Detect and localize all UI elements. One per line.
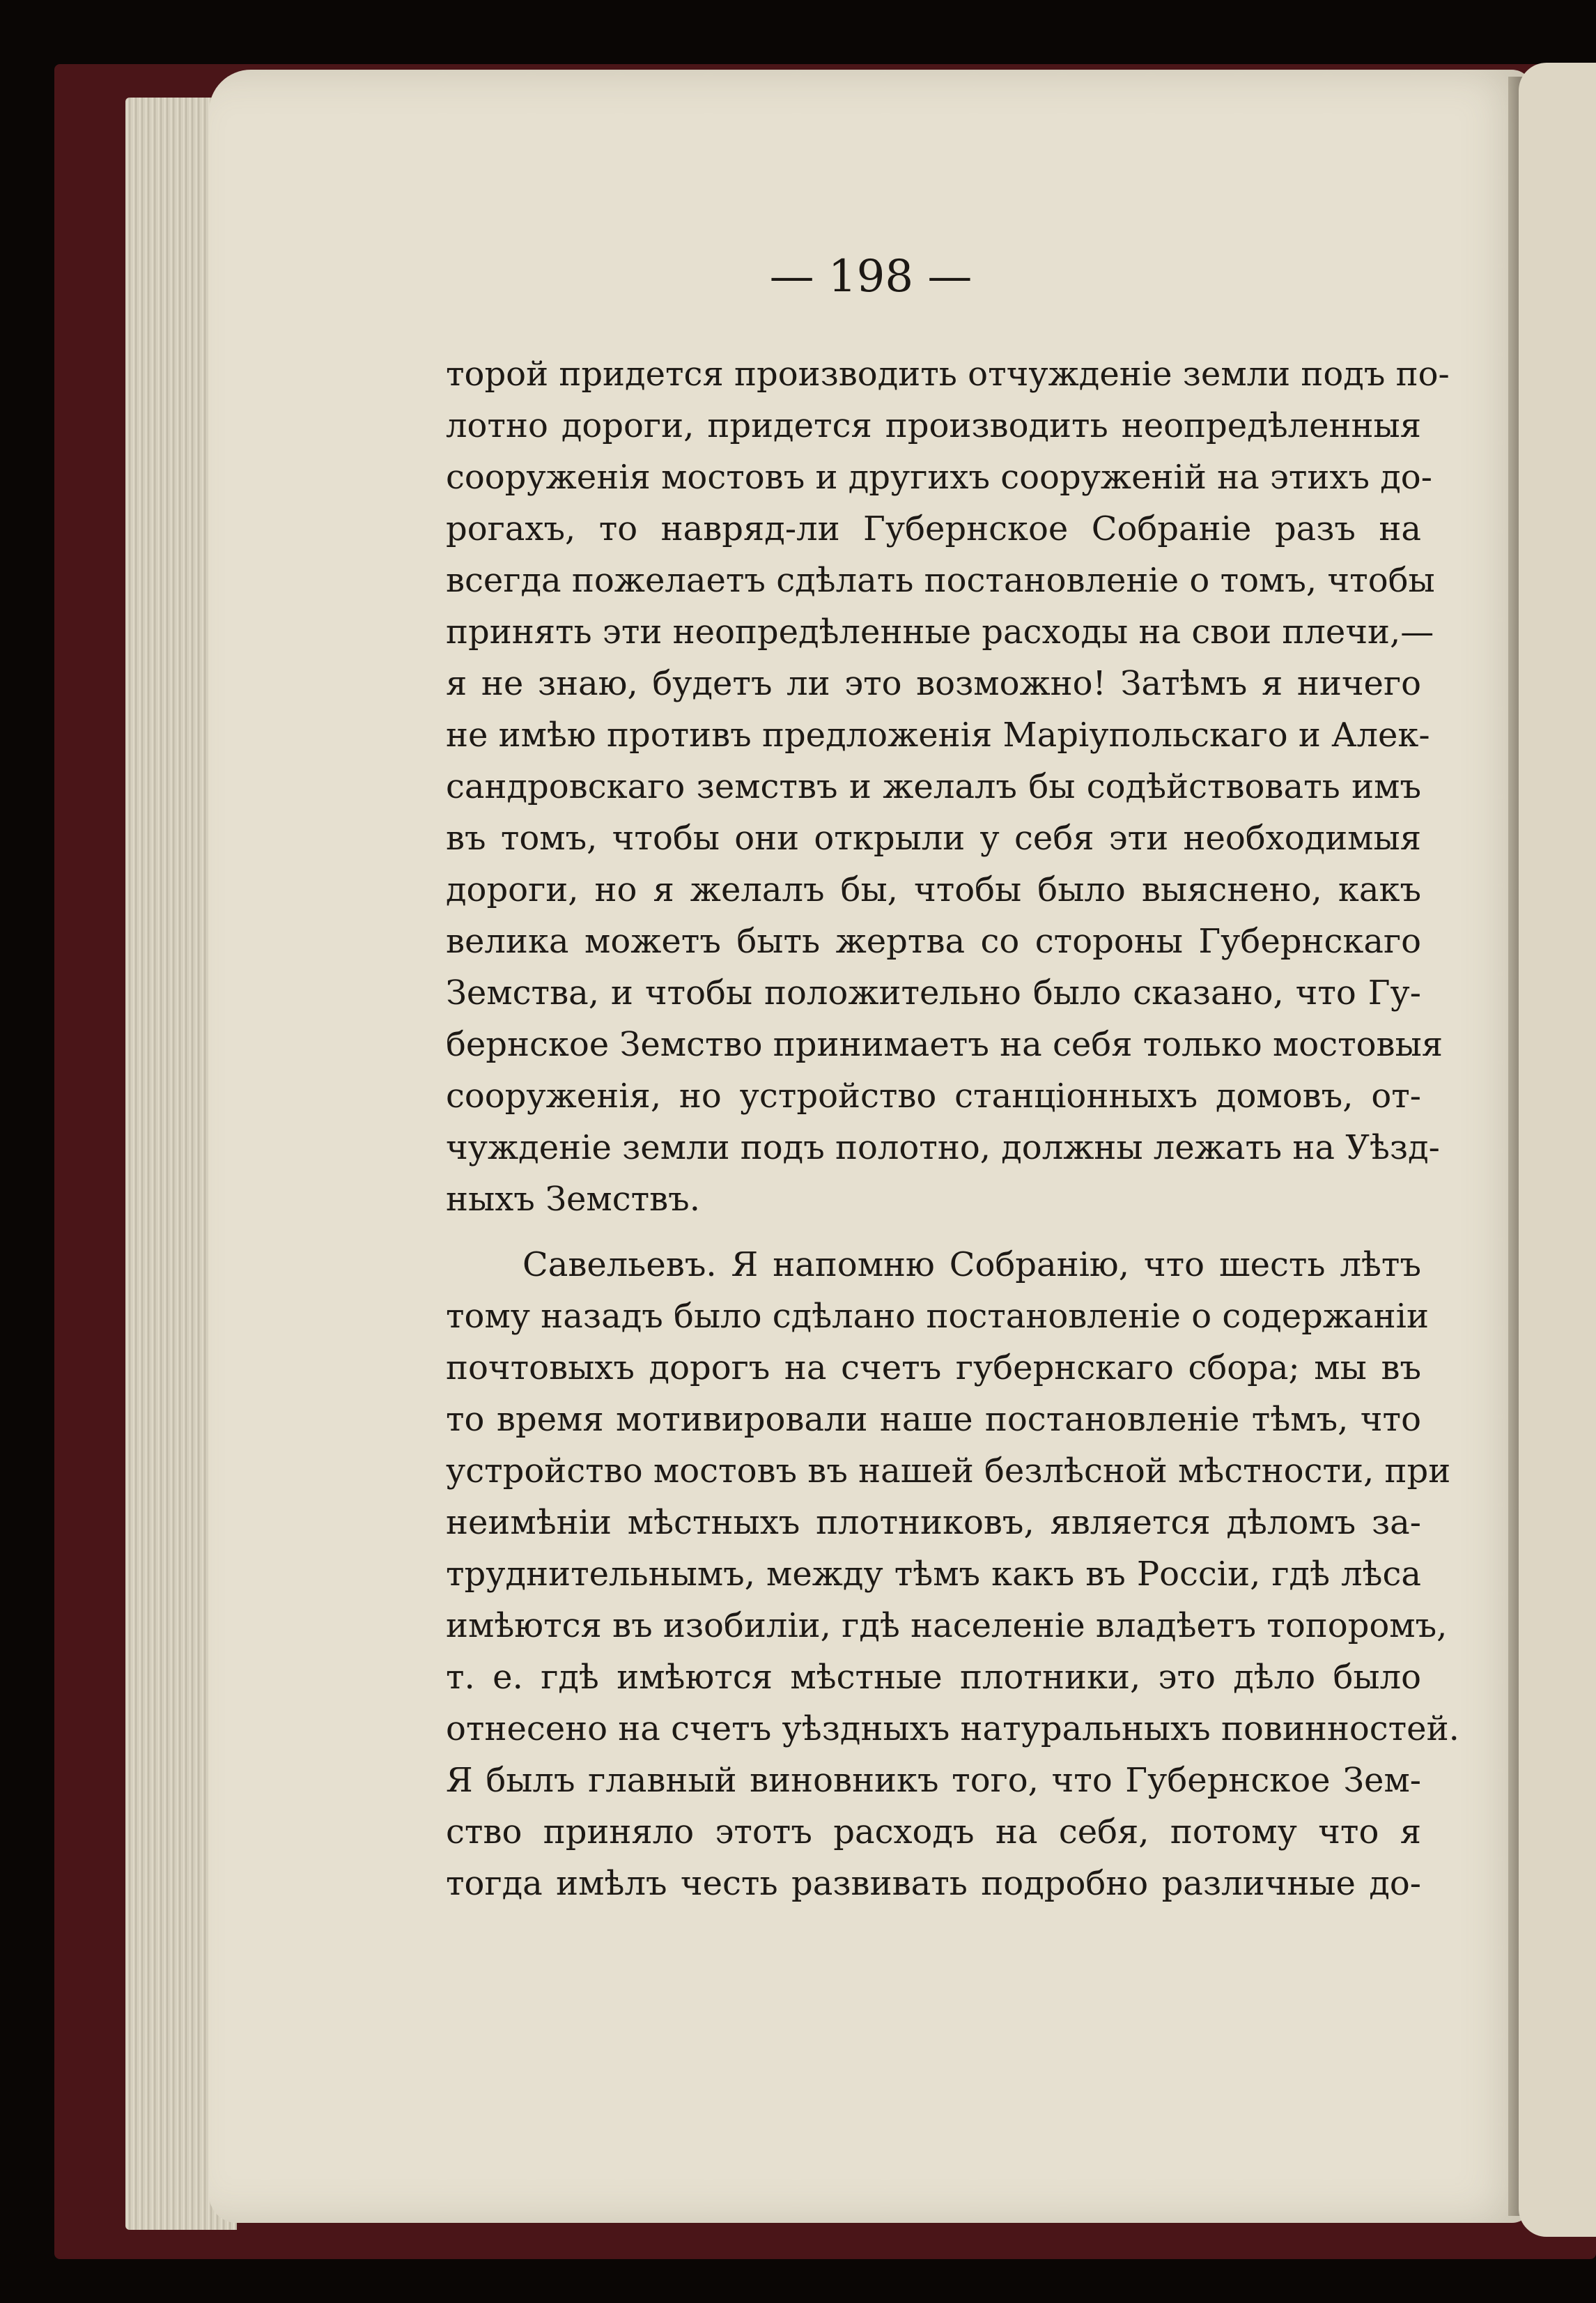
paragraph-gap xyxy=(446,1225,1421,1239)
text-line: дороги, но я желалъ бы, чтобы было выяснено, какъ xyxy=(446,870,1421,909)
text-line: сандровскаго земствъ и желалъ бы содѣйствовать имъ xyxy=(446,767,1421,806)
text-line: велика можетъ быть жертва со стороны Губернскаго xyxy=(446,922,1421,961)
text-line: всегда пожелаетъ сдѣлать постановленіе о томъ, чтобы xyxy=(446,561,1435,600)
text-line: чужденіе земли подъ полотно, должны лежать на Уѣзд- xyxy=(446,1128,1440,1167)
text-line: устройство мостовъ въ нашей безлѣсной мѣстности, при xyxy=(446,1451,1451,1491)
text-line: бернское Земство принимаетъ на себя только мостовыя xyxy=(446,1025,1443,1064)
text-line: Савельевъ. Я напомню Собранію, что шесть лѣтъ xyxy=(522,1245,1421,1284)
text-line: то время мотивировали наше постановленіе тѣмъ, что xyxy=(446,1400,1421,1439)
page-number: — 198 — xyxy=(769,251,973,302)
facing-page xyxy=(1519,63,1596,2237)
text-line: принять эти неопредѣленные расходы на свои плечи,— xyxy=(446,613,1434,652)
text-line: Я былъ главный виновникъ того, что Губернское Зем- xyxy=(446,1761,1421,1800)
text-line: торой придется производить отчужденіе земли подъ по- xyxy=(446,355,1450,394)
text-line: т. е. гдѣ имѣются мѣстные плотники, это дѣло было xyxy=(446,1658,1421,1697)
text-line: неимѣніи мѣстныхъ плотниковъ, является дѣломъ за- xyxy=(446,1503,1421,1542)
text-line: имѣются въ изобиліи, гдѣ населеніе владѣетъ топоромъ, xyxy=(446,1606,1448,1645)
text-line: тогда имѣлъ честь развивать подробно различные до- xyxy=(446,1864,1421,1903)
text-line: рогахъ, то навряд-ли Губернское Собраніе разъ на xyxy=(446,509,1421,548)
text-line: не имѣю противъ предложенія Маріупольскаго и Алек- xyxy=(446,716,1430,755)
text-line: сооруженія, но устройство станціонныхъ домовъ, от- xyxy=(446,1077,1421,1116)
text-line: почтовыхъ дорогъ на счетъ губернскаго сбора; мы въ xyxy=(446,1348,1421,1387)
body-text xyxy=(446,348,1459,1909)
text-line: тому назадъ было сдѣлано постановленіе о содержаніи xyxy=(446,1297,1429,1336)
text-line: ство приняло этотъ расходъ на себя, потому что я xyxy=(446,1812,1421,1851)
text-line: отнесено на счетъ уѣздныхъ натуральныхъ повинностей. xyxy=(446,1709,1459,1748)
text-line: лотно дороги, придется производить неопредѣленныя xyxy=(446,406,1421,445)
text-line: сооруженія мостовъ и другихъ сооруженій на этихъ до- xyxy=(446,458,1432,497)
text-line: я не знаю, будетъ ли это возможно! Затѣмъ я ничего xyxy=(446,664,1421,703)
text-line: труднительнымъ, между тѣмъ какъ въ Россіи, гдѣ лѣса xyxy=(446,1555,1421,1594)
text-line: ныхъ Земствъ. xyxy=(446,1180,700,1219)
text-line: въ томъ, чтобы они открыли у себя эти необходимыя xyxy=(446,819,1421,858)
text-line: Земства, и чтобы положительно было сказано, что Гу- xyxy=(446,973,1421,1012)
